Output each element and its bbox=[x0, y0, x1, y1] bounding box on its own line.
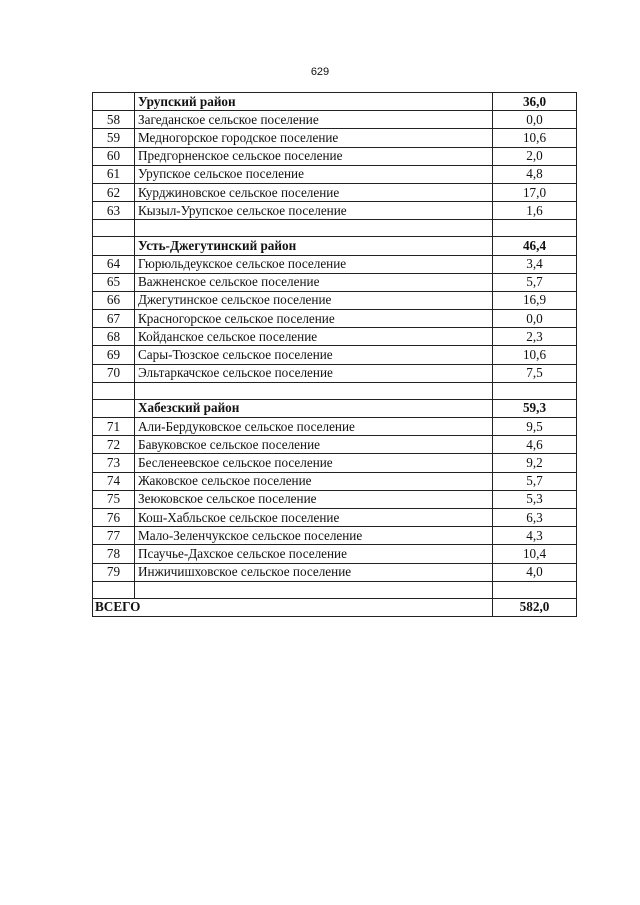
row-number: 75 bbox=[93, 490, 135, 508]
settlement-value: 9,2 bbox=[493, 454, 577, 472]
row-number bbox=[93, 93, 135, 111]
settlement-name: Бесленеевское сельское поселение bbox=[135, 454, 493, 472]
district-name: Урупский район bbox=[135, 93, 493, 111]
settlement-name: Курджиновское сельское поселение bbox=[135, 183, 493, 201]
table-row bbox=[93, 545, 577, 563]
table-row bbox=[93, 165, 577, 183]
table-row bbox=[93, 111, 577, 129]
district-value: 46,4 bbox=[493, 237, 577, 255]
row-number: 63 bbox=[93, 202, 135, 220]
table-row bbox=[93, 364, 577, 382]
settlement-name: Кызыл-Урупское сельское поселение bbox=[135, 202, 493, 220]
row-number bbox=[93, 237, 135, 255]
settlement-value: 5,7 bbox=[493, 273, 577, 291]
row-number bbox=[93, 581, 135, 598]
row-number: 61 bbox=[93, 165, 135, 183]
settlement-value: 10,4 bbox=[493, 545, 577, 563]
settlement-value: 16,9 bbox=[493, 291, 577, 309]
table-row bbox=[93, 255, 577, 273]
settlement-name: Джегутинское сельское поселение bbox=[135, 291, 493, 309]
settlement-name: Предгорненское сельское поселение bbox=[135, 147, 493, 165]
row-number: 64 bbox=[93, 255, 135, 273]
settlement-name: Загеданское сельское поселение bbox=[135, 111, 493, 129]
table-row bbox=[93, 129, 577, 147]
table-row bbox=[93, 508, 577, 526]
table-row bbox=[93, 563, 577, 581]
table-row bbox=[93, 310, 577, 328]
settlement-name bbox=[135, 382, 493, 399]
settlement-name: Красногорское сельское поселение bbox=[135, 310, 493, 328]
table-row bbox=[93, 291, 577, 309]
row-number: 77 bbox=[93, 527, 135, 545]
settlement-name: Жаковское сельское поселение bbox=[135, 472, 493, 490]
settlement-value: 5,3 bbox=[493, 490, 577, 508]
row-number: 74 bbox=[93, 472, 135, 490]
row-number: 65 bbox=[93, 273, 135, 291]
row-number: 76 bbox=[93, 508, 135, 526]
row-number: 68 bbox=[93, 328, 135, 346]
row-number: 69 bbox=[93, 346, 135, 364]
row-number: 62 bbox=[93, 183, 135, 201]
row-number: 70 bbox=[93, 364, 135, 382]
spacer-row bbox=[93, 581, 577, 598]
settlement-value: 10,6 bbox=[493, 346, 577, 364]
settlement-name: Гюрюльдеукское сельское поселение bbox=[135, 255, 493, 273]
table-row bbox=[93, 346, 577, 364]
row-number: 79 bbox=[93, 563, 135, 581]
row-number: 59 bbox=[93, 129, 135, 147]
row-number: 60 bbox=[93, 147, 135, 165]
row-number: 66 bbox=[93, 291, 135, 309]
settlement-name: Али-Бердуковское сельское поселение bbox=[135, 418, 493, 436]
spacer-row bbox=[93, 382, 577, 399]
settlement-name: Зеюковское сельское поселение bbox=[135, 490, 493, 508]
settlement-name: Медногорское городское поселение bbox=[135, 129, 493, 147]
table-row bbox=[93, 273, 577, 291]
settlement-name bbox=[135, 220, 493, 237]
settlement-name: Мало-Зеленчукское сельское поселение bbox=[135, 527, 493, 545]
row-number: 78 bbox=[93, 545, 135, 563]
settlement-name: Важненское сельское поселение bbox=[135, 273, 493, 291]
table-row bbox=[93, 147, 577, 165]
settlement-value: 2,3 bbox=[493, 328, 577, 346]
table-row bbox=[93, 418, 577, 436]
settlement-value: 0,0 bbox=[493, 310, 577, 328]
settlement-value: 10,6 bbox=[493, 129, 577, 147]
settlement-value: 4,8 bbox=[493, 165, 577, 183]
settlement-name: Сары-Тюзское сельское поселение bbox=[135, 346, 493, 364]
table-row bbox=[93, 436, 577, 454]
total-value: 582,0 bbox=[493, 598, 577, 616]
settlement-value: 5,7 bbox=[493, 472, 577, 490]
total-label: ВСЕГО bbox=[93, 598, 493, 616]
district-name: Хабезский район bbox=[135, 399, 493, 417]
settlement-name: Урупское сельское поселение bbox=[135, 165, 493, 183]
district-row bbox=[93, 237, 577, 255]
settlement-value: 4,3 bbox=[493, 527, 577, 545]
settlement-value: 2,0 bbox=[493, 147, 577, 165]
row-number: 67 bbox=[93, 310, 135, 328]
settlement-name: Бавуковское сельское поселение bbox=[135, 436, 493, 454]
district-row bbox=[93, 93, 577, 111]
settlement-value: 9,5 bbox=[493, 418, 577, 436]
settlements-table bbox=[92, 92, 577, 617]
settlement-value bbox=[493, 220, 577, 237]
settlement-value: 7,5 bbox=[493, 364, 577, 382]
settlement-name bbox=[135, 581, 493, 598]
settlement-value bbox=[493, 581, 577, 598]
settlement-name: Псаучье-Дахское сельское поселение bbox=[135, 545, 493, 563]
settlement-value: 1,6 bbox=[493, 202, 577, 220]
district-value: 59,3 bbox=[493, 399, 577, 417]
district-name: Усть-Джегутинский район bbox=[135, 237, 493, 255]
table-body bbox=[93, 93, 577, 617]
table-row bbox=[93, 202, 577, 220]
table-row bbox=[93, 527, 577, 545]
settlement-name: Эльтаркачское сельское поселение bbox=[135, 364, 493, 382]
table-row bbox=[93, 183, 577, 201]
settlement-value: 4,0 bbox=[493, 563, 577, 581]
row-number bbox=[93, 220, 135, 237]
settlement-value: 6,3 bbox=[493, 508, 577, 526]
total-row bbox=[93, 598, 577, 616]
settlement-name: Инжичишховское сельское поселение bbox=[135, 563, 493, 581]
spacer-row bbox=[93, 220, 577, 237]
row-number bbox=[93, 399, 135, 417]
settlement-value: 3,4 bbox=[493, 255, 577, 273]
settlement-value: 17,0 bbox=[493, 183, 577, 201]
settlement-name: Койданское сельское поселение bbox=[135, 328, 493, 346]
table-row bbox=[93, 490, 577, 508]
settlement-name: Кош-Хабльское сельское поселение bbox=[135, 508, 493, 526]
district-value: 36,0 bbox=[493, 93, 577, 111]
table-row bbox=[93, 328, 577, 346]
row-number: 73 bbox=[93, 454, 135, 472]
settlement-value bbox=[493, 382, 577, 399]
settlement-value: 0,0 bbox=[493, 111, 577, 129]
settlement-value: 4,6 bbox=[493, 436, 577, 454]
row-number bbox=[93, 382, 135, 399]
row-number: 72 bbox=[93, 436, 135, 454]
row-number: 58 bbox=[93, 111, 135, 129]
table-row bbox=[93, 472, 577, 490]
row-number: 71 bbox=[93, 418, 135, 436]
district-row bbox=[93, 399, 577, 417]
page-number: 629 bbox=[310, 66, 330, 78]
table-row bbox=[93, 454, 577, 472]
